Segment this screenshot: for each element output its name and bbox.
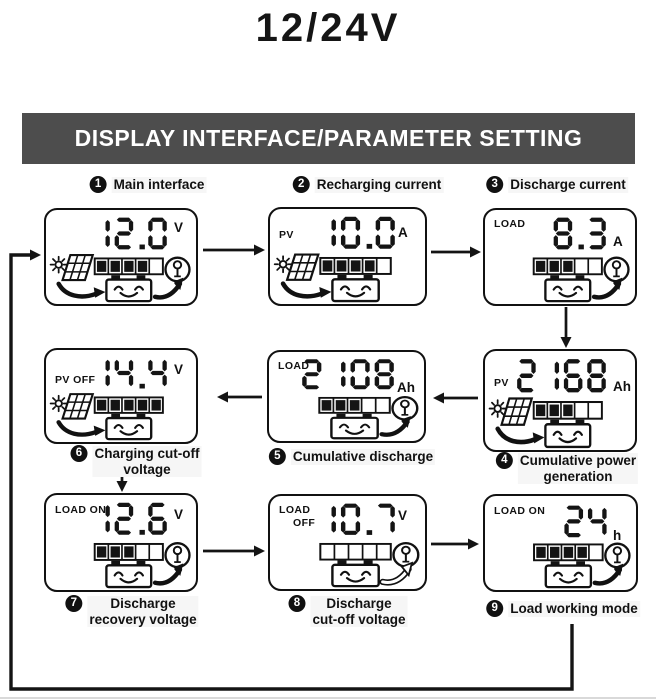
lcd-screen-graphics (485, 351, 635, 450)
caption-text: voltage (93, 462, 202, 478)
caption-text: Recharging current (316, 177, 442, 192)
seven-segment-value (554, 218, 606, 250)
lcd-mode-label: PV (494, 377, 509, 389)
screen-caption-1 (90, 177, 207, 193)
lcd-unit-label: V (398, 508, 408, 523)
step-number-badge: 2 (293, 176, 310, 193)
step-number-badge: 9 (486, 600, 503, 617)
arrowhead (470, 247, 481, 258)
lcd-mode-label: LOAD ON (494, 505, 546, 517)
step-number-badge: 7 (65, 595, 82, 612)
lcd-screen-4 (483, 349, 637, 452)
screen-caption-5 (269, 449, 435, 465)
caption-text: Load working mode (510, 601, 638, 616)
lcd-screen-6 (44, 348, 198, 444)
sun-icon (275, 256, 292, 272)
battery-smiley-icon (332, 275, 378, 301)
section-banner: DISPLAY INTERFACE/PARAMETER SETTING (22, 113, 635, 164)
screen-caption-2 (293, 177, 444, 193)
screen-caption-7 (65, 596, 198, 627)
solar-panel-icon (51, 394, 93, 418)
arrowhead (468, 539, 479, 550)
caption-text: Cumulative discharge (292, 449, 434, 464)
screen-caption-6 (71, 446, 202, 477)
discharge-arrow-icon (594, 278, 622, 298)
seven-segment-value (331, 217, 394, 249)
step-number-badge: 3 (486, 176, 503, 193)
page-title: 12/24V (255, 6, 401, 50)
sun-icon (51, 257, 67, 273)
arrowhead (254, 546, 265, 557)
step-number-badge: 1 (90, 176, 107, 193)
battery-level-indicator (95, 544, 163, 560)
seven-segment-value (106, 360, 167, 389)
battery-smiley-icon (545, 420, 590, 447)
arrow-8-to-9 (431, 539, 479, 550)
lcd-unit-label: A (613, 234, 623, 249)
solar-panel-icon (275, 255, 319, 280)
arrow-7-to-8 (203, 546, 265, 557)
arrowhead (217, 392, 228, 403)
battery-smiley-icon (106, 561, 151, 587)
arrow-3-to-4 (561, 307, 572, 348)
discharge-arrow-icon (595, 564, 623, 584)
solar-panel-icon (490, 398, 532, 424)
battery-level-indicator (95, 397, 163, 412)
discharge-arrow-icon (155, 278, 183, 298)
lcd-unit-label: A (398, 225, 408, 240)
caption-text: Charging cut-off (94, 446, 200, 461)
lcd-screen-9 (483, 494, 638, 592)
screen-caption-3 (486, 177, 628, 193)
discharge-arrow-icon (383, 563, 412, 583)
step-number-badge: 4 (496, 452, 513, 469)
caption-text: recovery voltage (89, 611, 197, 627)
battery-level-indicator (319, 398, 389, 413)
screen-caption-4 (496, 453, 638, 484)
seven-segment-value (517, 359, 606, 392)
step-number-badge: 8 (289, 595, 306, 612)
battery-smiley-icon (332, 561, 378, 587)
lcd-unit-label: Ah (397, 380, 415, 395)
battery-level-indicator (534, 544, 603, 560)
arrowhead (30, 250, 41, 261)
caption-text: Discharge (311, 596, 408, 612)
lcd-unit-label: V (174, 507, 184, 522)
arrow-5-to-6 (217, 392, 262, 403)
screen-caption-8 (289, 596, 408, 627)
step-number-badge: 5 (269, 448, 286, 465)
arrow-2-to-3 (431, 247, 481, 258)
caption-text: Discharge (87, 596, 198, 612)
battery-level-indicator (95, 258, 163, 274)
caption-text: Cumulative power (519, 453, 637, 468)
lcd-mode-label: LOAD (494, 218, 526, 230)
seven-segment-value (331, 504, 394, 535)
lcd-unit-label: Ah (613, 379, 631, 394)
arrowhead (117, 481, 128, 492)
lcd-screen-5 (267, 350, 426, 443)
sun-icon (51, 396, 67, 412)
battery-smiley-icon (331, 414, 377, 439)
lcd-mode-label-line2: OFF (293, 517, 316, 529)
battery-smiley-icon (546, 561, 591, 587)
battery-level-indicator (534, 402, 602, 419)
discharge-arrow-icon (155, 563, 183, 583)
seven-segment-value (106, 503, 167, 535)
charge-arrow-icon (498, 429, 545, 444)
arrowhead (254, 245, 265, 256)
caption-text: Discharge current (510, 177, 626, 192)
lcd-screen-3 (483, 208, 637, 306)
lcd-unit-label: V (174, 362, 184, 377)
lcd-screen-2 (268, 207, 427, 306)
discharge-arrow-icon (382, 416, 411, 435)
charge-arrow-icon (59, 422, 106, 436)
lcd-unit-label: h (613, 528, 622, 543)
lcd-mode-label: LOAD ON (55, 504, 107, 516)
caption-text: generation (518, 469, 638, 485)
lcd-screen-7 (44, 493, 198, 592)
lcd-unit-label: V (174, 220, 184, 235)
lcd-mode-label: LOAD (279, 504, 311, 516)
battery-smiley-icon (106, 275, 151, 301)
arrow-4-to-5 (433, 393, 478, 404)
arrowhead (433, 393, 444, 404)
seven-segment-value (302, 359, 394, 389)
battery-smiley-icon (545, 275, 590, 301)
screen-caption-9 (486, 601, 640, 617)
arrowhead (561, 337, 572, 348)
charge-arrow-icon (59, 284, 106, 298)
lcd-screen-graphics (270, 209, 425, 304)
lcd-mode-label: PV OFF (55, 374, 96, 386)
lcd-mode-label: PV (279, 229, 294, 241)
charge-arrow-icon (283, 284, 331, 298)
lcd-screen-8 (268, 494, 427, 591)
battery-level-indicator (320, 258, 390, 274)
lcd-mode-label: LOAD (278, 360, 310, 372)
seven-segment-value (106, 218, 167, 250)
lcd-screen-1 (44, 208, 198, 306)
battery-level-indicator (320, 544, 390, 560)
arrow-1-to-2 (203, 245, 265, 256)
step-number-badge: 6 (71, 445, 88, 462)
battery-level-indicator (534, 258, 602, 274)
sun-icon (490, 400, 506, 417)
caption-text: Main interface (113, 177, 205, 192)
battery-smiley-icon (106, 414, 151, 439)
seven-segment-value (564, 506, 606, 538)
solar-panel-icon (51, 255, 93, 280)
caption-text: cut-off voltage (312, 611, 406, 627)
